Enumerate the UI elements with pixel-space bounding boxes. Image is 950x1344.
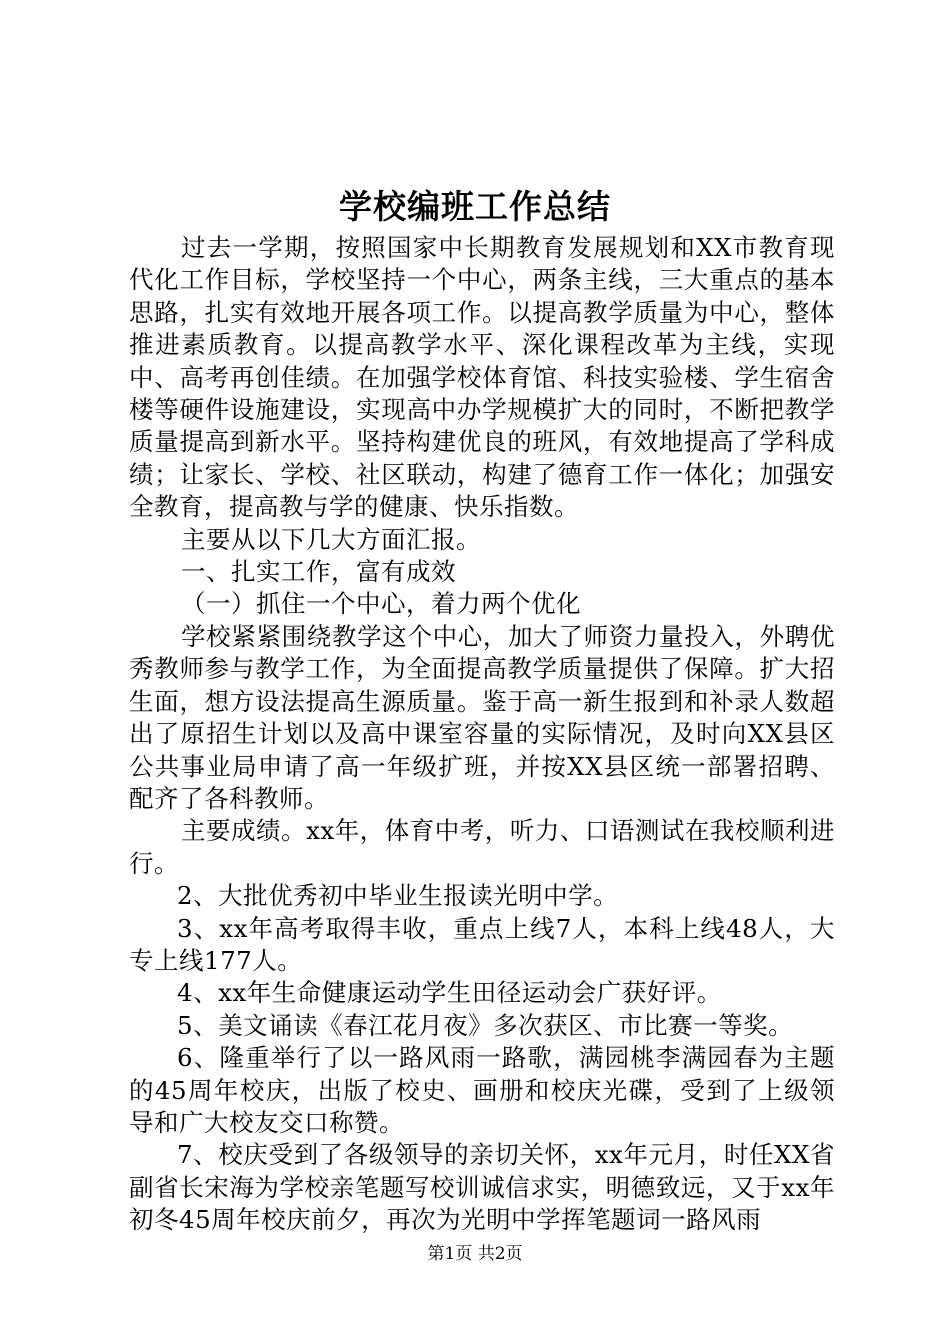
document-title: 学校编班工作总结	[339, 187, 611, 226]
page-footer: 第1页 共2页	[427, 1244, 523, 1264]
paragraph-intro: 过去一学期，按照国家中长期教育发展规划和XX市教育现代化工作目标，学校坚持一个中心，两条主线，三大重点的基本思路，扎实有效地开展各项工作。以提高教学质量为中心，整体推进素质教育。以提高教学水平、深化课程改革为主线，实现中、高考再创佳绩。在加强学校体育馆、科技实验楼、学生宿舍楼等硬件设施建设，实现高中办学规模扩大的同时，不断把教学质量提高到新水平。坚持构建优良的班风，有效地提高了学科成绩；让家长、学校、社区联动，构建了德育工作一体化；加强安全教育，提高教与学的健康、快乐指数。	[129, 233, 835, 522]
list-item: 5、美文诵读《春江花月夜》多次获区、市比赛一等奖。	[177, 1010, 794, 1040]
list-item: 4、xx年生命健康运动学生田径运动会广获好评。	[177, 978, 722, 1008]
list-item: 主要成绩。xx年，体育中考，听力、口语测试在我校顺利进行。	[129, 816, 835, 878]
paragraph-teaching: 学校紧紧围绕教学这个中心，加大了师资力量投入，外聘优秀教师参与教学工作，为全面提高教学质量提供了保障。扩大招生面，想方设法提高生源质量。鉴于高一新生报到和补录人数超出了原招生计划以及高中课室容量的实际情况，及时向XX县区公共事业局申请了高一年级扩班，并按XX县区统一部署招聘、配齐了各科教师。	[129, 621, 835, 813]
document-body	[129, 232, 835, 1237]
subsection-heading: （一）抓住一个中心，着力两个优化	[181, 589, 581, 619]
section-heading: 一、扎实工作，富有成效	[181, 557, 456, 587]
paragraph-summary-lead: 主要从以下几大方面汇报。	[181, 524, 481, 554]
list-item: 2、大批优秀初中毕业生报读光明中学。	[177, 881, 619, 911]
list-item: 3、xx年高考取得丰收，重点上线7人，本科上线48人，大专上线177人。	[129, 913, 835, 975]
list-item: 6、隆重举行了以一路风雨一路歌，满园桃李满园春为主题的45周年校庆，出版了校史、画册和校庆光碟，受到了上级领导和广大校友交口称赞。	[129, 1043, 835, 1137]
list-item: 7、校庆受到了各级领导的亲切关怀，xx年元月，时任XX省副省长宋海为学校亲笔题写校训诚信求实，明德致远，又于xx年初冬45周年校庆前夕，再次为光明中学挥笔题词一路风雨	[129, 1140, 835, 1235]
